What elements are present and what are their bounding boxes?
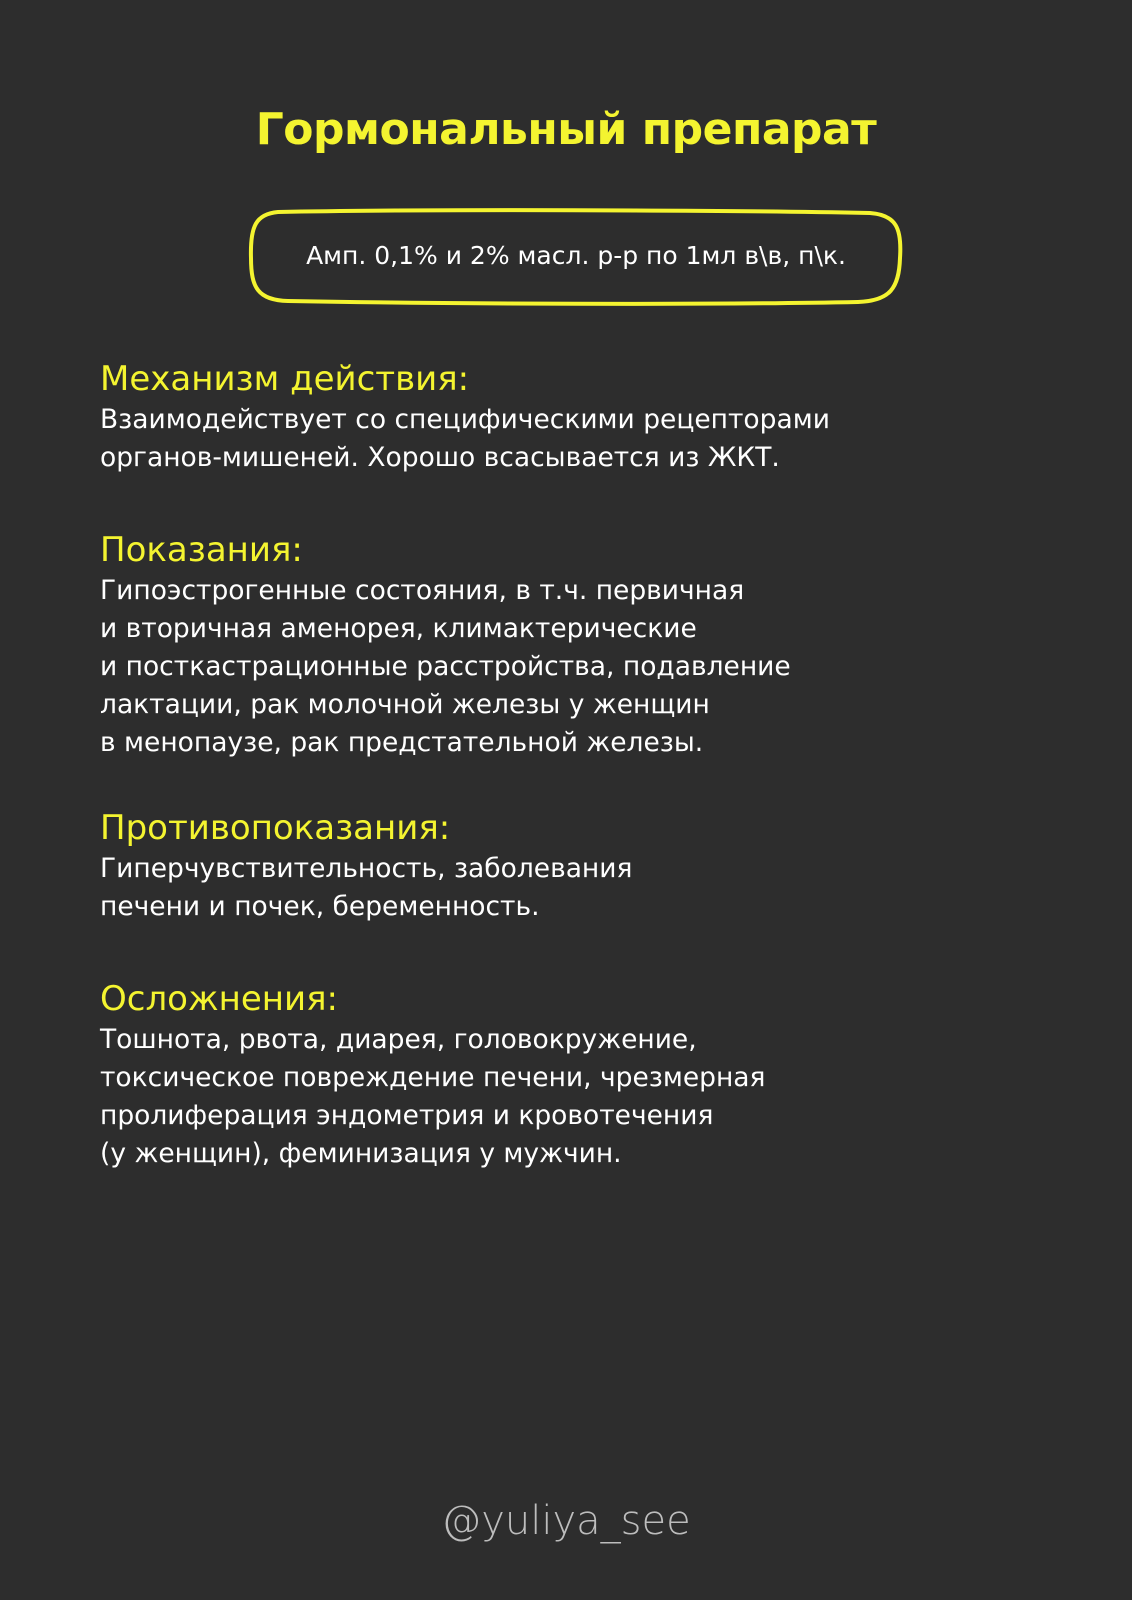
- section-complications: [100, 979, 1060, 1173]
- section-text-line: Тошнота, рвота, диарея, головокружение,: [100, 1024, 697, 1055]
- dose-callout: [248, 208, 904, 306]
- section-text-line: Гиперчувствительность, заболевания: [100, 853, 633, 884]
- section-contraindications: [100, 808, 1060, 926]
- author-handle: @yuliya_see: [441, 1498, 691, 1544]
- section-text-line: и вторичная аменорея, климактерические: [100, 613, 697, 644]
- section-heading: Осложнения:: [100, 979, 338, 1019]
- section-mechanism: [100, 359, 1060, 477]
- page-title: Гормональный препарат: [255, 104, 877, 155]
- section-text-line: органов-мишеней. Хорошо всасывается из ЖКТ.: [100, 442, 780, 473]
- section-heading: Показания:: [100, 530, 303, 570]
- section-text-line: лактации, рак молочной железы у женщин: [100, 689, 710, 720]
- section-text-line: печени и почек, беременность.: [100, 891, 540, 922]
- section-indications: [100, 530, 1060, 762]
- section-heading: Механизм действия:: [100, 359, 470, 399]
- section-text-line: в менопаузе, рак предстательной железы.: [100, 727, 704, 758]
- section-text-line: Гипоэстрогенные состояния, в т.ч. первичная: [100, 575, 745, 606]
- section-text-line: пролиферация эндометрия и кровотечения: [100, 1100, 714, 1131]
- section-text-line: токсическое повреждение печени, чрезмерная: [100, 1062, 766, 1093]
- section-text-line: (у женщин), феминизация у мужчин.: [100, 1138, 622, 1169]
- section-text-line: и посткастрационные расстройства, подавление: [100, 651, 791, 682]
- dose-text: Амп. 0,1% и 2% масл. р-р по 1мл в\в, п\к.: [306, 240, 846, 270]
- section-heading: Противопоказания:: [100, 808, 451, 848]
- section-text-line: Взаимодействует со специфическими рецепторами: [100, 404, 830, 435]
